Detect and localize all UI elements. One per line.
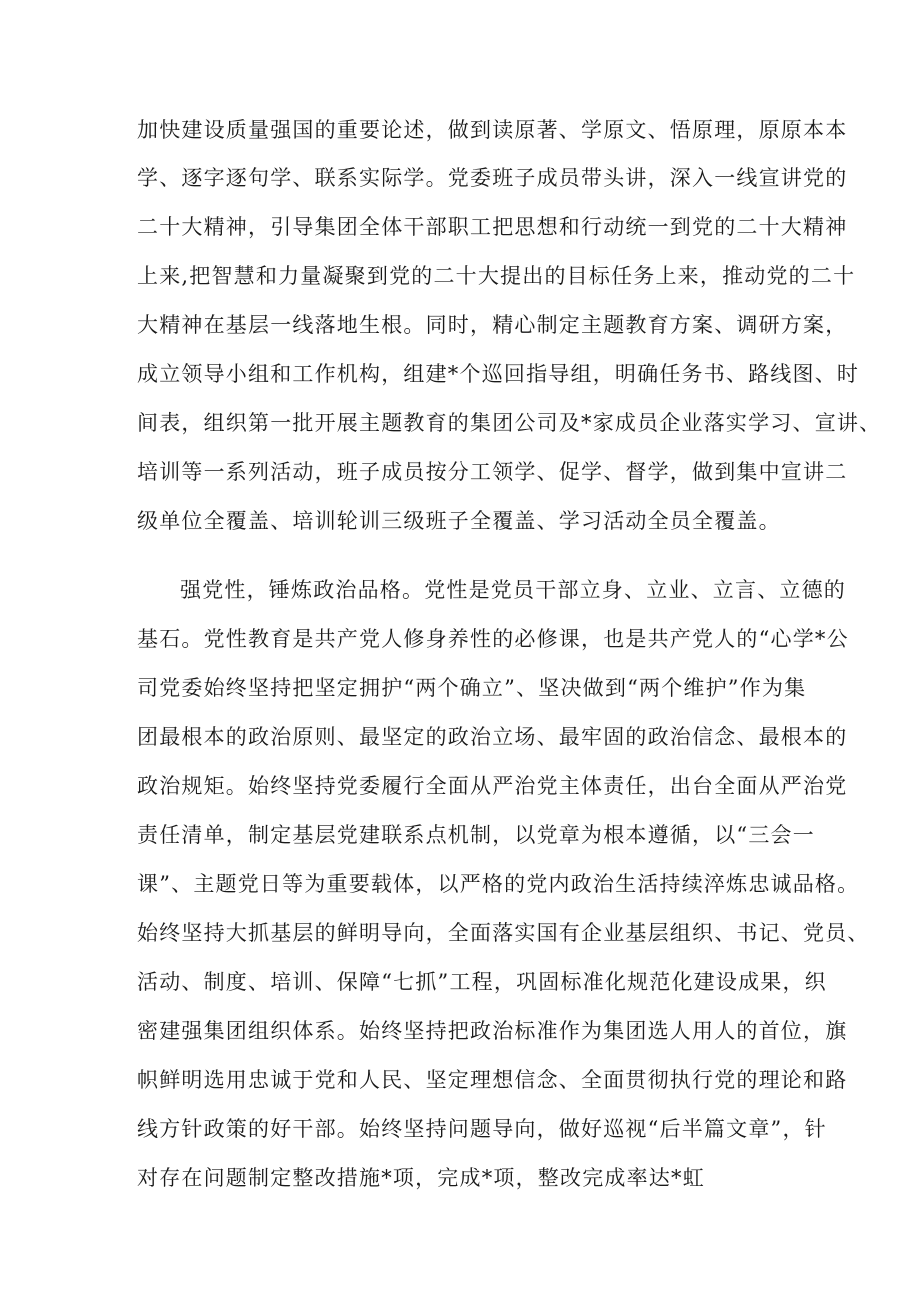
text-line: 帜鲜明选用忠诚于党和人民、坚定理想信念、全面贯彻执行党的理论和路 bbox=[137, 1068, 848, 1092]
text-line: 间表，组织第一批开展主题教育的集团公司及*家成员企业落实学习、宣讲、 bbox=[137, 411, 882, 435]
text-line: 密建强集团组织体系。始终坚持把政治标准作为集团选人用人的首位，旗 bbox=[137, 1019, 848, 1043]
text-line: 基石。党性教育是共产党人修身养性的必修课，也是共产党人的“心学*公 bbox=[137, 627, 849, 651]
text-line: 活动、制度、培训、保障“七抓”工程，巩固标准化规范化建设成果，织 bbox=[137, 970, 827, 994]
text-line: 司党委始终坚持把坚定拥护“两个确立”、坚决做到“两个维护”作为集 bbox=[137, 676, 807, 700]
text-line: 线方针政策的好干部。始终坚持问题导向，做好巡视“后半篇文章”，针 bbox=[137, 1117, 827, 1141]
text-line: 对存在问题制定整改措施*项，完成*项，整改完成率达*虹 bbox=[137, 1166, 705, 1190]
text-line: 上来,把智慧和力量凝聚到党的二十大提出的目标任务上来，推动党的二十 bbox=[137, 264, 856, 288]
text-line: 大精神在基层一线落地生根。同时，精心制定主题教育方案、调研方案， bbox=[137, 313, 848, 337]
text-line: 二十大精神，引导集团全体干部职工把思想和行动统一到党的二十大精神 bbox=[137, 215, 848, 239]
text-line: 强党性，锤炼政治品格。党性是党员干部立身、立业、立言、立德的 bbox=[180, 578, 846, 602]
text-line: 级单位全覆盖、培训轮训三级班子全覆盖、学习活动全员全覆盖。 bbox=[137, 509, 781, 533]
text-line: 培训等一系列活动，班子成员按分工领学、促学、督学，做到集中宣讲二 bbox=[137, 460, 848, 484]
text-line: 政治规矩。始终坚持党委履行全面从严治党主体责任，出台全面从严治党 bbox=[137, 774, 848, 798]
text-line: 课”、主题党日等为重要载体，以严格的党内政治生活持续淬炼忠诚品格。 bbox=[137, 872, 860, 896]
text-line: 团最根本的政治原则、最坚定的政治立场、最牢固的政治信念、最根本的 bbox=[137, 725, 848, 749]
text-line: 成立领导小组和工作机构，组建*个巡回指导组，明确任务书、路线图、时 bbox=[137, 362, 860, 386]
text-line: 责任清单，制定基层党建联系点机制，以党章为根本遵循，以“三会一 bbox=[137, 823, 815, 847]
text-line: 始终坚持大抓基层的鲜明导向，全面落实国有企业基层组织、书记、党员、 bbox=[137, 921, 870, 945]
text-line: 加快建设质量强国的重要论述，做到读原著、学原文、悟原理，原原本本 bbox=[137, 118, 848, 142]
text-line: 学、逐字逐句学、联系实际学。党委班子成员带头讲，深入一线宣讲党的 bbox=[137, 166, 848, 190]
